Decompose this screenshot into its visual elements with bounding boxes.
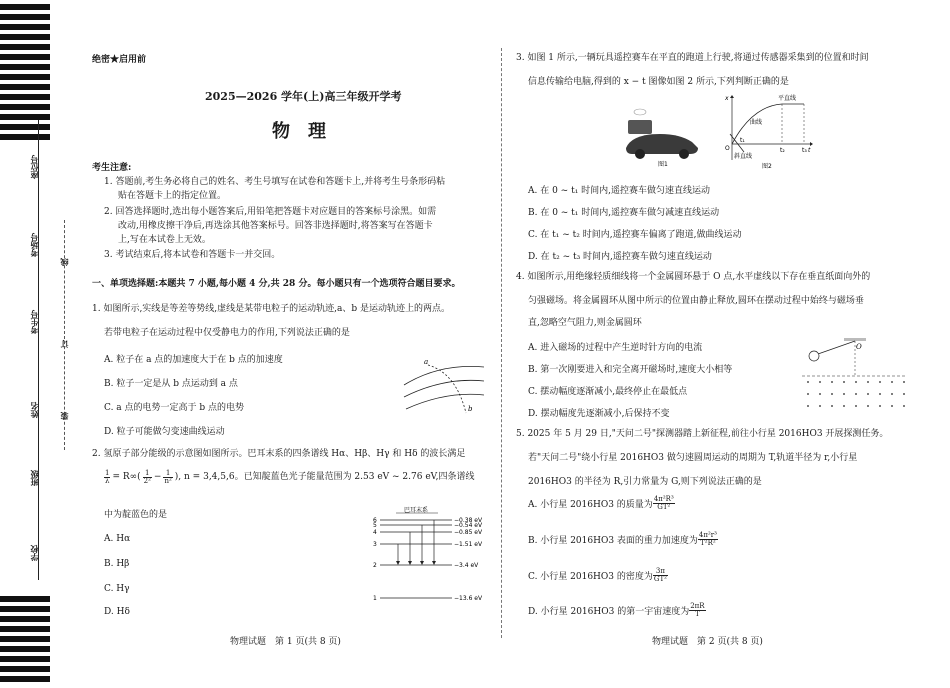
level-n: 6 bbox=[373, 517, 377, 524]
notice-line: 改动,用橡皮擦干净后,再选涂其他答案标号。回答非选择题时,将答案写在答题卡 bbox=[118, 221, 433, 231]
name-label: 姓名 bbox=[29, 402, 39, 418]
q3-option-a: A. 在 0 ~ t₁ 时间内,遥控赛车做匀速直线运动 bbox=[528, 186, 711, 196]
binding-line bbox=[38, 120, 39, 580]
q3-figure-1 bbox=[620, 100, 708, 168]
equipotential-line bbox=[404, 366, 484, 385]
svg-text:t₂: t₂ bbox=[780, 147, 785, 154]
q2-option-c: C. Hγ bbox=[104, 584, 130, 594]
school-label: 学校 bbox=[29, 545, 39, 561]
q5-option-d: D. 小行星 2016HO3 的第一宇宙速度为 $\frac{2\pi R}{T}$ bbox=[528, 602, 705, 618]
svg-text:t₁: t₁ bbox=[740, 137, 745, 144]
order-char: 订 bbox=[59, 340, 69, 348]
q4-option-c: C. 摆动幅度逐渐减小,最终停止在最低点 bbox=[528, 387, 688, 397]
page-footer-right: 物理试题 第 2 页(共 8 页) bbox=[652, 637, 763, 647]
q4-option-b: B. 第一次刚要进入和完全离开磁场时,速度大小相等 bbox=[528, 365, 733, 375]
fraction: $\frac{\text{4π²r³}}{\text{T²R²}}$ bbox=[698, 531, 717, 547]
q5-stem: 5. 2025 年 5 月 29 日,"天问二号"探测器踏上新征程,前往小行星 2016HO3 开展探测任务。 bbox=[516, 429, 889, 439]
q2-option-a: A. Hα bbox=[104, 534, 131, 544]
fig1-caption: 图1 bbox=[658, 161, 668, 168]
seat-label: 座位号 bbox=[29, 155, 39, 179]
q3-option-b: B. 在 0 ~ t₁ 时间内,遥控赛车做匀减速直线运动 bbox=[528, 208, 720, 218]
q2-option-b: B. Hβ bbox=[104, 559, 130, 569]
fraction: $\frac{2\pi R}{T}$ bbox=[690, 602, 705, 618]
wifi-icon bbox=[634, 109, 646, 115]
q1-stem: 若带电粒子在运动过程中仅受静电力的作用,下列说法正确的是 bbox=[104, 328, 350, 338]
notice-title: 考生注意: bbox=[92, 163, 132, 173]
q1-option-d: D. 粒子可能做匀变速曲线运动 bbox=[104, 427, 225, 437]
level-energy: −1.51 eV bbox=[454, 541, 483, 548]
q1-stem: 1. 如图所示,实线是等差等势线,虚线是某带电粒子的运动轨迹,a、b 是运动轨迹上的两点。 bbox=[92, 304, 451, 314]
level-n: 5 bbox=[373, 522, 377, 529]
subject-title: 物 理 bbox=[272, 121, 326, 142]
q3-figure-2 bbox=[722, 94, 814, 170]
q3-option-d: D. 在 t₂ ~ t₃ 时间内,遥控赛车做匀速直线运动 bbox=[528, 252, 712, 262]
fraction: $\frac{1}{\lambda}$ bbox=[105, 469, 110, 485]
svg-text:x: x bbox=[725, 95, 729, 102]
level-energy: −0.54 eV bbox=[454, 522, 483, 529]
q1-option-c: C. a 点的电势一定高于 b 点的电势 bbox=[104, 403, 244, 413]
fraction: $\frac{1}{\text{2²}}$ bbox=[143, 469, 151, 485]
point-a-label: a bbox=[424, 358, 429, 366]
notice-line: 上,写在本试卷上无效。 bbox=[118, 235, 211, 245]
exam-title: 2025—2026 学年(上)高三年级开学考 bbox=[205, 90, 402, 103]
q5-stem: 2016HO3 的半径为 R,引力常量为 G,则下列说法正确的是 bbox=[528, 477, 762, 487]
svg-text:O: O bbox=[725, 145, 730, 152]
q2-stem: 2. 氢原子部分能级的示意图如图所示。巴耳末系的四条谱线 Hα、Hβ、Hγ 和 Hδ 的波长满足 bbox=[92, 449, 466, 459]
secret-mark: 绝密★启用前 bbox=[92, 55, 147, 65]
balmer-label: 巴耳末系 bbox=[404, 507, 429, 514]
fig2-caption: 图2 bbox=[762, 163, 772, 170]
q3-stem: 3. 如图 1 所示,一辆玩具遥控赛车在平直的跑道上行驶,将通过传感器采集到的位置和时间 bbox=[516, 53, 869, 63]
notice-line: 3. 考试结束后,将本试卷和答题卡一并交回。 bbox=[104, 250, 281, 260]
page-footer-left: 物理试题 第 1 页(共 8 页) bbox=[230, 637, 341, 647]
q5-stem: 若"天问二号"绕小行星 2016HO3 做匀速圆周运动的周期为 T,轨道半径为 r,小行星 bbox=[528, 453, 858, 463]
line-char: 线 bbox=[59, 258, 69, 266]
notice-line: 2. 回答选择题时,选出每小题答案后,用铅笔把答题卡对应题目的答案标号涂黑。如需 bbox=[104, 207, 437, 217]
q5-option-a: A. 小行星 2016HO3 的质量为 $\frac{\text{4π²R³}}{\text{GT²}}$ bbox=[528, 495, 674, 511]
section-title: 一、单项选择题:本题共 7 小题,每小题 4 分,共 28 分。每小题只有一个选项符合题目要求。 bbox=[92, 279, 461, 289]
level-energy: −13.6 eV bbox=[454, 595, 483, 602]
q5-option-b: B. 小行星 2016HO3 表面的重力加速度为 $\frac{\text{4π²r³}}{\text{T²R²}}$ bbox=[528, 531, 717, 547]
level-n: 3 bbox=[373, 541, 377, 548]
notice-line: 贴在答题卡上的指定位置。 bbox=[118, 191, 227, 201]
point-b-label: b bbox=[468, 405, 473, 413]
level-n: 1 bbox=[373, 595, 377, 602]
fraction: $\frac{1}{\text{n²}}$ bbox=[164, 469, 172, 485]
page-divider bbox=[501, 48, 502, 638]
svg-text:平直线: 平直线 bbox=[778, 95, 797, 102]
q4-stem: 匀强磁场。将金属圆环从图中所示的位置由静止释放,圆环在摆动过程中始终与磁场垂 bbox=[528, 296, 864, 306]
q1-option-a: A. 粒子在 a 点的加速度大于在 b 点的加速度 bbox=[104, 355, 283, 365]
q1-option-b: B. 粒子一定是从 b 点运动到 a 点 bbox=[104, 379, 238, 389]
q2-formula: $\frac{1}{\lambda}$ = R∞( $\frac{1}{\text{2²}}$ − $\frac{1}{\text{n²}}$ ), n = 3,4,5,6。已知靛蓝色光子能量范围为 2.53 eV ~ 2.76 eV,四条谱线 bbox=[105, 469, 475, 485]
svg-text:t₃: t₃ bbox=[802, 147, 807, 154]
fraction: $\frac{\text{4π²R³}}{\text{GT²}}$ bbox=[653, 495, 674, 511]
string-line bbox=[818, 341, 855, 354]
q4-option-a: A. 进入磁场的过程中产生逆时针方向的电流 bbox=[528, 343, 703, 353]
level-energy: −0.85 eV bbox=[454, 529, 483, 536]
q4-option-d: D. 摆动幅度先逐渐减小,后保持不变 bbox=[528, 409, 670, 419]
q3-stem: 信息传输给电脑,得到的 x − t 图像如图 2 所示,下列判断正确的是 bbox=[528, 77, 789, 87]
energy-level-diagram bbox=[368, 506, 486, 606]
trajectory-line bbox=[428, 365, 466, 413]
level-n: 4 bbox=[373, 529, 377, 536]
notice-line: 1. 答题前,考生务必将自己的姓名、考生号填写在试卷和答题卡上,并将考生号条形码粘 bbox=[104, 177, 446, 187]
computer-icon bbox=[628, 120, 652, 134]
room-label: 考场号 bbox=[29, 233, 39, 257]
q4-figure bbox=[800, 336, 908, 414]
number-label: 考生号 bbox=[29, 310, 39, 334]
level-energy: −3.4 eV bbox=[454, 562, 479, 569]
metal-ring bbox=[809, 351, 819, 361]
q5-option-c: C. 小行星 2016HO3 的密度为 $\frac{3\pi}{\text{GT²}}$ bbox=[528, 567, 667, 583]
q2-option-d: D. Hδ bbox=[104, 607, 130, 617]
q1-figure bbox=[400, 355, 488, 415]
level-n: 2 bbox=[373, 562, 377, 569]
svg-text:t: t bbox=[808, 147, 811, 154]
svg-text:斜直线: 斜直线 bbox=[734, 153, 753, 160]
fraction: $\frac{3\pi}{\text{GT²}}$ bbox=[653, 567, 667, 583]
bind-char: 装 bbox=[59, 412, 69, 420]
q4-stem: 直,忽略空气阻力,则金属圆环 bbox=[528, 318, 642, 328]
ceiling-mount bbox=[844, 338, 866, 341]
q4-stem: 4. 如图所示,用绝缘轻质细线将一个金属圆环悬于 O 点,水平虚线以下存在垂直纸面向外的 bbox=[516, 272, 871, 282]
class-label: 班级 bbox=[29, 470, 39, 486]
svg-text:曲线: 曲线 bbox=[750, 119, 763, 126]
pivot-o-label: O bbox=[856, 343, 862, 351]
q2-stem: 中为靛蓝色的是 bbox=[104, 510, 168, 520]
magnetic-field-dots bbox=[807, 381, 905, 407]
q3-option-c: C. 在 t₁ ~ t₂ 时间内,遥控赛车偏离了跑道,做曲线运动 bbox=[528, 230, 742, 240]
level-energy: −0.38 eV bbox=[454, 517, 483, 524]
